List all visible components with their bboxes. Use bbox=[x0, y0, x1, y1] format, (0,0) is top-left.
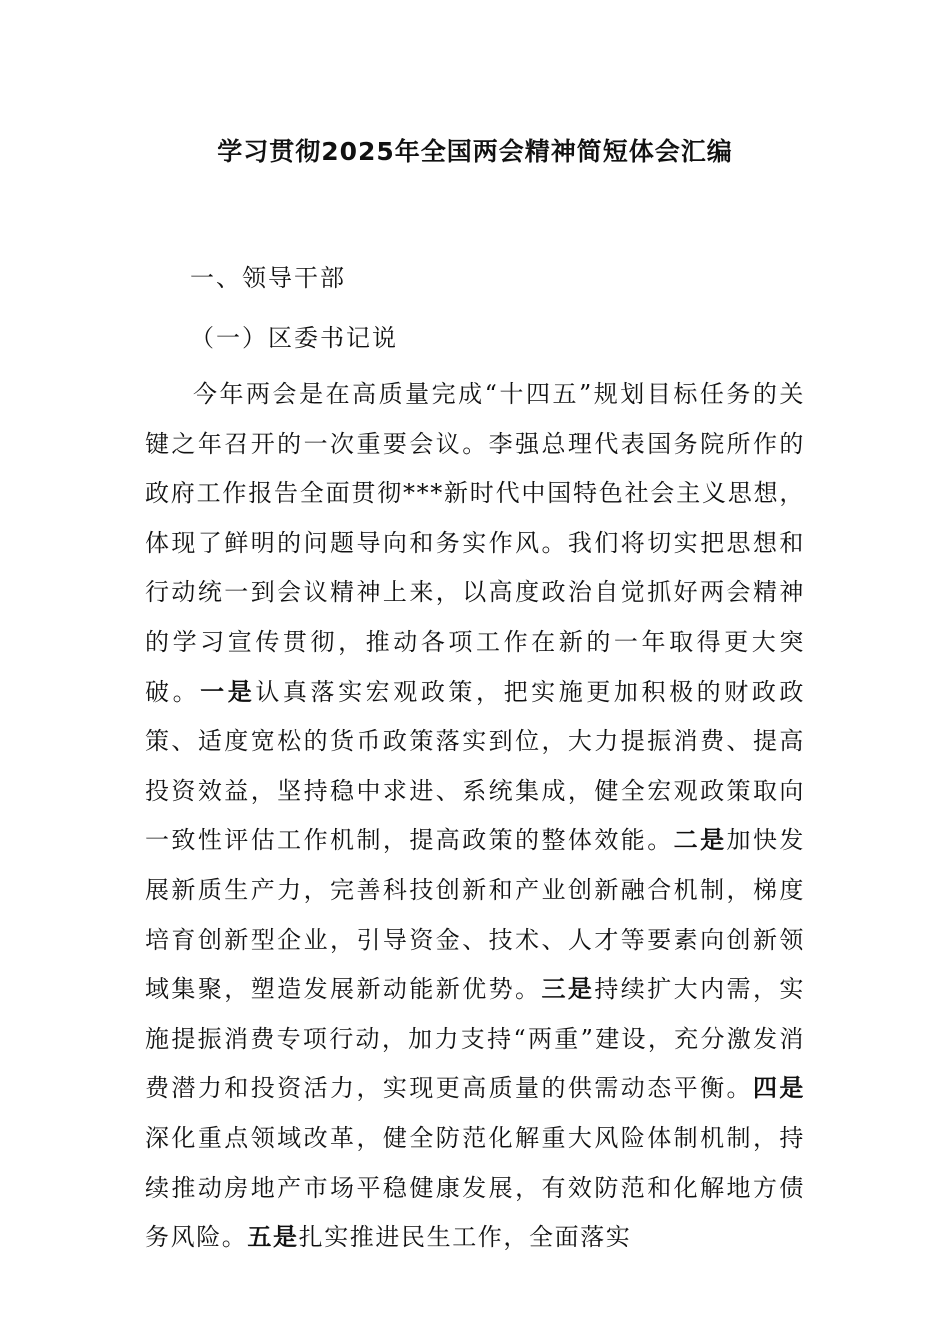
point-3-text: 持续扩大内需，实施提振消费专项行动，加力支持“两重”建设，充分激发消费潜力和投资活力，实现更高质量的供需动态平衡。 bbox=[145, 975, 806, 1103]
point-marker-5: 五是 bbox=[247, 1223, 299, 1252]
document-title: 学习贯彻2025年全国两会精神简短体会汇编 bbox=[217, 137, 733, 166]
section-heading: 一、领导干部 bbox=[190, 264, 346, 292]
point-marker-4: 四是 bbox=[752, 1074, 805, 1103]
point-5-text: 扎实推进民生工作，全面落实 bbox=[298, 1223, 632, 1252]
point-marker-3: 三是 bbox=[541, 975, 595, 1004]
point-1-text: 认真落实宏观政策，把实施更加积极的财政政策、适度宽松的货币政策落实到位，大力提振消费、提高投资效益，坚持稳中求进、系统集成，健全宏观政策取向一致性评估工作机制，提高政策的整体效能。 bbox=[145, 677, 806, 855]
paragraph-intro: 今年两会是在高质量完成“十四五”规划目标任务的关键之年召开的一次重要会议。李强总理代表国务院所作的政府工作报告全面贯彻***新时代中国特色社会主义思想，体现了鲜明的问题导向和务实作风。我们将切实把思想和行动统一到会议精神上来，以高度政治自觉抓好两会精神的学习宣传贯彻，推动各项工作在新的一年取得更大突破。 bbox=[145, 380, 805, 706]
point-marker-1: 一是 bbox=[200, 677, 256, 706]
point-4-text: 深化重点领域改革，健全防范化解重大风险体制机制，持续推动房地产市场平稳健康发展，有效防范和化解地方债务风险。 bbox=[145, 1123, 805, 1252]
subsection-heading: （一）区委书记说 bbox=[190, 324, 398, 352]
point-marker-2: 二是 bbox=[673, 826, 727, 855]
point-2-text: 加快发展新质生产力，完善科技创新和产业创新融合机制，梯度培育创新型企业，引导资金、技术、人才等要素向创新领域集聚，塑造发展新动能新优势。 bbox=[145, 826, 805, 1004]
body-paragraph bbox=[145, 370, 805, 1263]
